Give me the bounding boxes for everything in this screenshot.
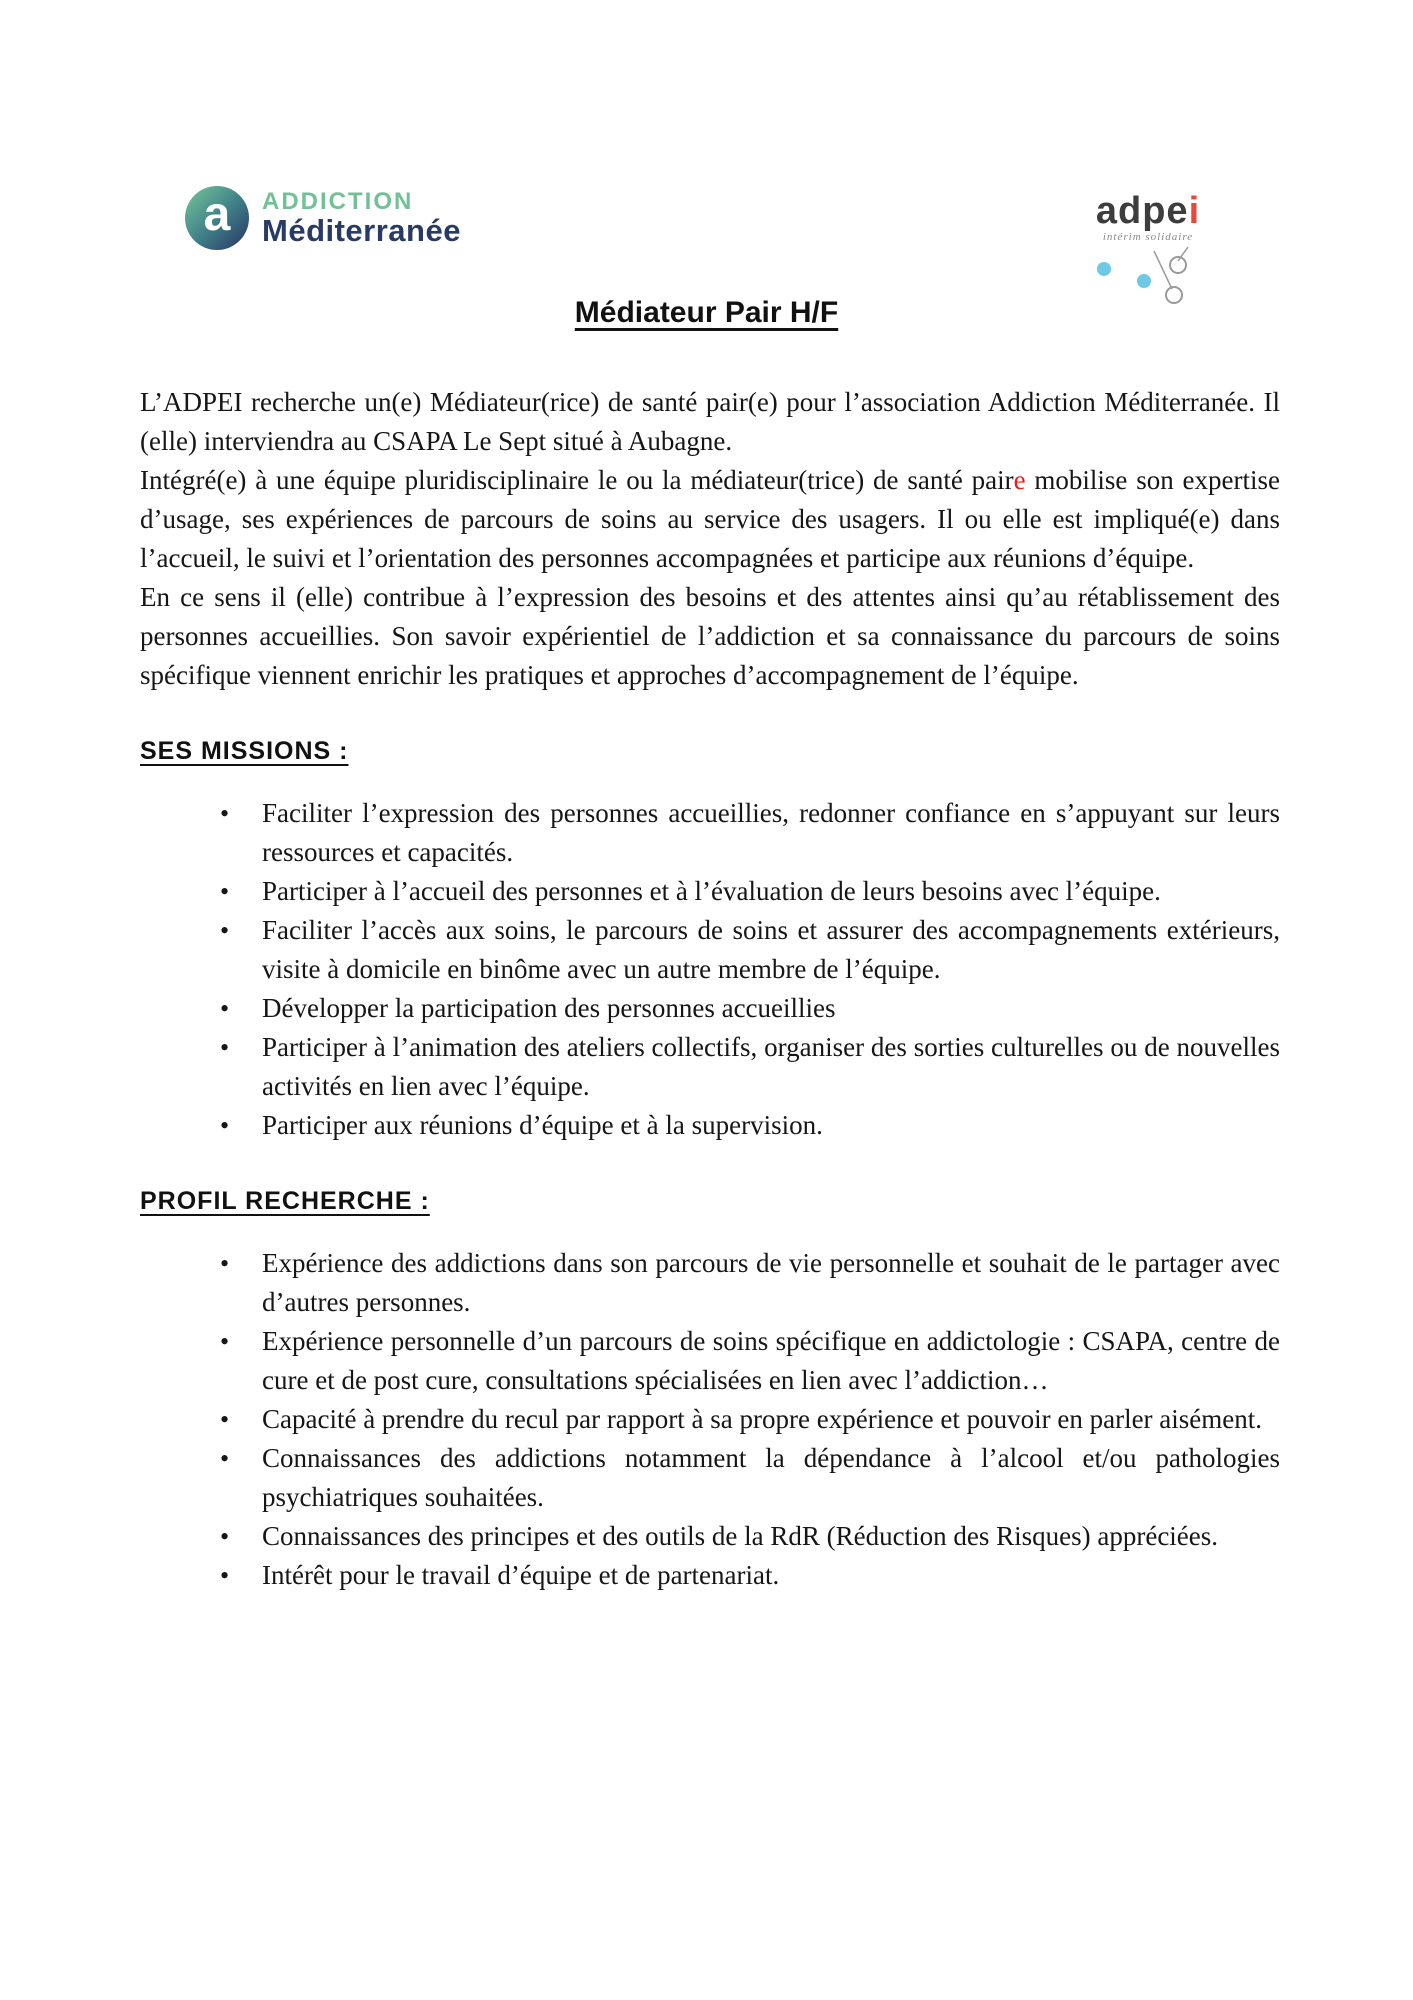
intro-paragraph-3: En ce sens il (elle) contribue à l’expression des besoins et des attentes ainsi qu’au rétablissement des personnes accueillies. Son savoir expérientiel de l’addiction et sa connaissance du parcours de soins spécifique viennent enrichir les pratiques et approches d’accompagnement de l’équipe. <box>140 582 1280 690</box>
list-item: • Faciliter l’expression des personnes accueillies, redonner confiance en s’appuyant sur leurs ressources et capacités. <box>140 794 1280 872</box>
adpei-tagline: intérim solidaire <box>1102 231 1194 243</box>
intro-paragraph-2-text: Intégré(e) à une équipe pluridisciplinaire le ou la médiateur(trice) de santé pair <box>140 465 1014 495</box>
page-title: Médiateur Pair H/F <box>574 296 839 329</box>
logo-monogram-a: a <box>203 188 231 241</box>
list-item: • Faciliter l’accès aux soins, le parcours de soins et assurer des accompagnements extérieurs, visite à domicile en binôme avec un autre membre de l’équipe. <box>140 911 1280 989</box>
missions-heading: SES MISSIONS : <box>140 737 349 765</box>
missions-list <box>140 794 1280 1145</box>
profil-heading: PROFIL RECHERCHE : <box>140 1187 430 1215</box>
intro-paragraph-1: L’ADPEI recherche un(e) Médiateur(rice) de santé pair(e) pour l’association Addiction Méditerranée. Il (elle) interviendra au CSAPA Le Sept situé à Aubagne. <box>140 387 1280 456</box>
list-item: • Développer la participation des personnes accueillies <box>140 989 1280 1028</box>
list-item: • Expérience des addictions dans son parcours de vie personnelle et souhait de le partager avec d’autres personnes. <box>140 1244 1280 1322</box>
adpei-name-accent: i <box>1188 190 1201 232</box>
list-item: • Participer à l’accueil des personnes et à l’évaluation de leurs besoins avec l’équipe. <box>140 872 1280 911</box>
adpei-logo-text <box>1078 192 1218 230</box>
list-item: • Participer aux réunions d’équipe et à la supervision. <box>140 1106 1280 1145</box>
list-item: • Connaissances des principes et des outils de la RdR (Réduction des Risques) appréciées. <box>140 1517 1280 1556</box>
red-letter-e: e <box>1013 465 1026 495</box>
addiction-mediterranee-logo-text <box>262 190 461 246</box>
list-item: • Capacité à prendre du recul par rapport à sa propre expérience et pouvoir en parler aisément. <box>140 1400 1280 1439</box>
document-body <box>140 383 1280 1595</box>
logo-text-addiction: ADDICTION <box>262 188 414 215</box>
addiction-mediterranee-logo-icon <box>185 186 249 250</box>
logo-text-mediterranee: Méditerranée <box>262 213 461 248</box>
adpei-logo <box>1078 192 1218 309</box>
addiction-mediterranee-logo <box>185 186 461 250</box>
profil-list <box>140 1244 1280 1595</box>
list-item: • Connaissances des addictions notamment la dépendance à l’alcool et/ou pathologies psychiatriques souhaitées. <box>140 1439 1280 1517</box>
list-item: • Participer à l’animation des ateliers collectifs, organiser des sorties culturelles ou de nouvelles activités en lien avec l’équipe. <box>140 1028 1280 1106</box>
intro-paragraph-2-continuation: mobilise son expertise d’usage, ses expériences de parcours de soins au service des usagers. Il ou elle est impliqué(e) dans l’accueil, le suivi et l’orientation des personnes accompagnées et participe aux réunions d’équipe. <box>140 465 1280 573</box>
adpei-name-main: adpe <box>1095 190 1189 232</box>
list-item: • Intérêt pour le travail d’équipe et de partenariat. <box>140 1556 1280 1595</box>
intro-paragraph-2 <box>140 461 1280 578</box>
list-item: • Expérience personnelle d’un parcours de soins spécifique en addictologie : CSAPA, centre de cure et de post cure, consultations spécialisées en lien avec l’addiction… <box>140 1322 1280 1400</box>
